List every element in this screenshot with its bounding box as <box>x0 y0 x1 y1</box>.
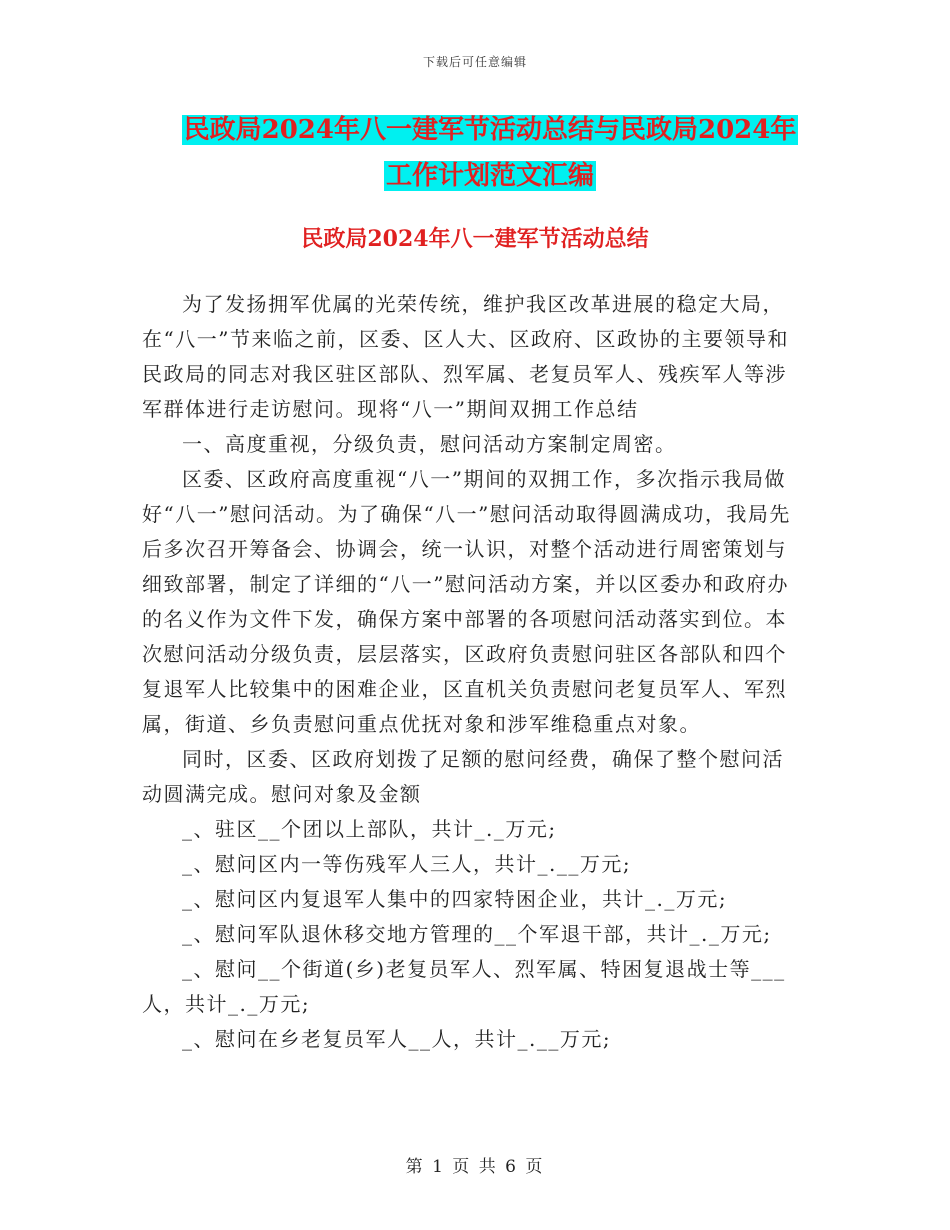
paragraph: 区委、区政府高度重视“八一”期间的双拥工作，多次指示我局做好“八一”慰问活动。为了确保“八一”慰问活动取得圆满成功，我局先后多次召开筹备会、协调会，统一认识，对整个活动进行周密策划与细致部署，制定了详细的“八一”慰问活动方案，并以区委办和政府办的名义作为文件下发，确保方案中部署的各项慰问活动落实到位。本次慰问活动分级负责，层层落实，区政府负责慰问驻区各部队和四个复退军人比较集中的困难企业，区直机关负责慰问老复员军人、军烈属，街道、乡负责慰问重点优抚对象和涉军维稳重点对象。 <box>142 467 791 736</box>
page-header: 下载后可任意编辑 <box>422 55 527 69</box>
section-title: 民政局2024年八一建军节活动总结 <box>301 226 649 252</box>
paragraph: 同时，区委、区政府划拨了足额的慰问经费，确保了整个慰问活动圆满完成。慰问对象及金额 <box>142 747 784 806</box>
paragraph: 一、高度重视，分级负责，慰问活动方案制定周密。 <box>182 432 677 456</box>
paragraph: 为了发扬拥军优属的光荣传统，维护我区改革进展的稳定大局，在“八一”节来临之前，区委、区人大、区政府、区政协的主要领导和民政局的同志对我区驻区部队、烈军属、老复员军人、残疾军人等涉军群体进行走访慰问。现将“八一”期间双拥工作总结 <box>142 292 789 421</box>
page-footer: 第 1 页 共 6 页 <box>405 1157 545 1177</box>
list-item: _、慰问__个街道(乡)老复员军人、烈军属、特困复退战士等___人，共计_._万元; <box>142 957 786 1016</box>
list-item: _、慰问军队退休移交地方管理的__个军退干部，共计_._万元; <box>182 922 772 946</box>
document-body <box>142 287 802 1057</box>
list-item: _、慰问区内复退军人集中的四家特困企业，共计_._万元; <box>182 887 728 911</box>
title-line-2: 工作计划范文汇编 <box>385 161 594 191</box>
list-item: _、慰问区内一等伤残军人三人，共计_.__万元; <box>182 852 632 876</box>
document-title <box>140 107 840 199</box>
list-item: _、慰问在乡老复员军人__人，共计_.__万元; <box>182 1027 612 1051</box>
list-item: _、驻区__个团以上部队，共计_._万元; <box>182 817 557 841</box>
title-line-1: 民政局2024年八一建军节活动总结与民政局2024年 <box>183 115 797 145</box>
